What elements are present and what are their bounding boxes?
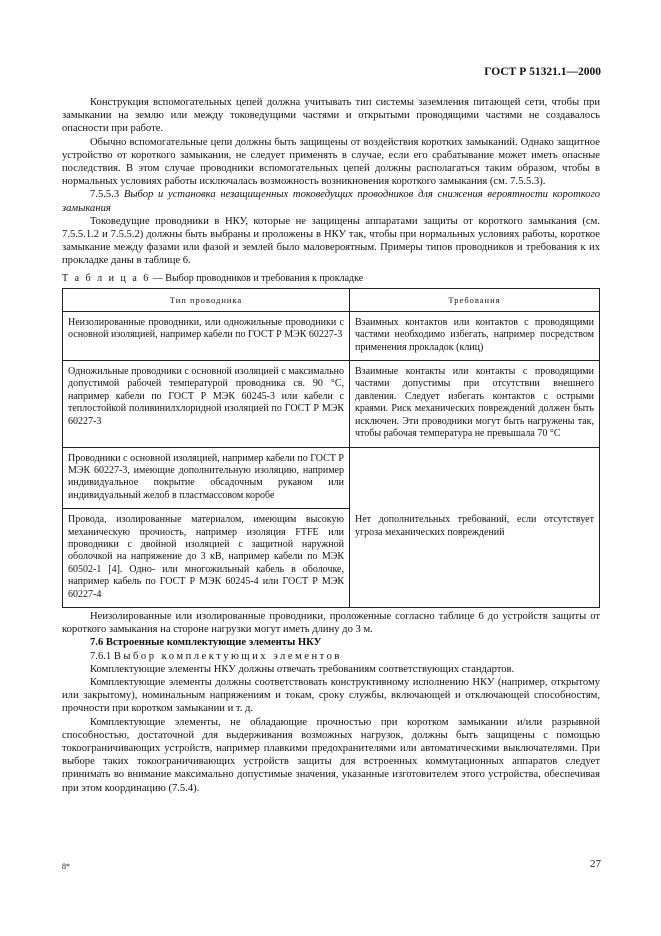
section-heading: 7.6 Встроенные комплектующие элементы НКУ bbox=[90, 637, 322, 649]
column-header-type: Тип проводника bbox=[63, 288, 350, 311]
paragraph: Комплектующие элементы должны соответствовать конструктивному исполнению НКУ (например, открытому или закрытому), номинальным напряжениям и токам, сроку службы, включающей и отключающей способностям, прочности при коротком замыкании и т. д. bbox=[62, 676, 600, 715]
conductor-table bbox=[62, 288, 600, 608]
page-number: 27 bbox=[590, 858, 601, 870]
clause-number: 7.5.5.3 bbox=[90, 189, 120, 201]
table-caption-text: — Выбор проводников и требования к прокладке bbox=[150, 272, 364, 284]
table-cell-requirement: Взаимных контактов или контактов с проводящими частями необходимо избегать, например посредством применения прокладок (клиц) bbox=[350, 311, 600, 360]
subsection-heading bbox=[62, 650, 600, 663]
table-cell-type: Проводники с основной изоляцией, например кабели по ГОСТ Р МЭК 60227-3, имеющие дополнительную изоляцию, например индивидуальное покрытие обсадочным рукавом или индивидуальный желоб в пластмассовом коробе bbox=[63, 447, 350, 509]
sheet-mark: 8* bbox=[62, 862, 70, 871]
table-caption bbox=[62, 272, 600, 285]
standard-designation: ГОСТ Р 51321.1—2000 bbox=[484, 66, 601, 78]
subsection-number: 7.6.1 bbox=[90, 650, 112, 662]
clause-7-5-5-3 bbox=[62, 188, 600, 214]
paragraph: Обычно вспомогательные цепи должны быть защищены от воздействия коротких замыканий. Однако защитное устройство от короткого замыкания, не следует применять в случае, если его срабатывание может иметь опасные последствия. В этом случае проводники вспомогательных цепей должны располагаться таким образом, чтобы в нормальных условиях работы исключалась возможность возникновения короткого замыкания (см. 7.5.5.3). bbox=[62, 136, 600, 188]
paragraph: Комплектующие элементы, не обладающие прочностью при коротком замыкании и/или разрывной способностью, достаточной для выдерживания возможных нагрузок, должны быть защищены с помощью токоограничивающих устройств, например плавкими предохранителями или автоматическими выключателями. При выборе таких токоограничивающих устройств защиты для встроенных коммутационных аппаратов следует принимать во внимание максимально допустимые значения, указанные изготовителем этого устройства, обеспечивая при этом координацию (7.5.4). bbox=[62, 716, 600, 794]
table-row bbox=[63, 311, 600, 360]
paragraph: Комплектующие элементы НКУ должны отвечать требованиям соответствующих стандартов. bbox=[90, 663, 515, 675]
table-cell-type: Провода, изолированные материалом, имеющим высокую механическую прочность, например изоляция FTFE или проводники с двойной изоляцией с защитной наружной оболочкой на напряжение до 3 кВ, например кабели по МЭК 60502-1 [4]. Одно- или многожильный кабель в оболочке, например кабель по ГОСТ Р МЭК 60245-4 или ГОСТ Р МЭК 60227-4 bbox=[63, 509, 350, 608]
subsection-title: Выбор комплектующих элементов bbox=[113, 650, 342, 662]
table-cell-type: Одножильные проводники с основной изоляцией с максимально допустимой рабочей температурой проводника св. 90 °С, например кабели по ГОСТ Р МЭК 60245-3 или кабели с теплостойкой поливинилхлоридной изоляцией по ГОСТ Р МЭК 60227-3 bbox=[63, 361, 350, 447]
clause-title: Выбор и установка незащищенных токоведущих проводников для снижения вероятности короткого замыкания bbox=[62, 189, 601, 214]
paragraph: Конструкция вспомогательных цепей должна учитывать тип системы заземления питающей сети, чтобы при замыкании на землю или между токоведущими частями и открытыми проводящими частями не создавалось опасности при работе. bbox=[62, 97, 600, 135]
table-row bbox=[63, 447, 600, 509]
table-header-row bbox=[63, 288, 600, 311]
table-cell-type: Неизолированные проводники, или одножильные проводники с основной изоляцией, например кабели по ГОСТ Р МЭК 60227-3 bbox=[63, 311, 350, 360]
page-content bbox=[62, 96, 600, 795]
paragraph: Токоведущие проводники в НКУ, которые не защищены аппаратами защиты от короткого замыкания (см. 7.5.5.1.2 и 7.5.5.2) должны быть выбраны и проложены в НКУ так, чтобы при нормальных условиях работы, короткое замыкание между фазами или фазой и землей было маловероятным. Примеры типов проводников и требования к их прокладке даны в таблице 6. bbox=[62, 215, 600, 267]
table-caption-label: Т а б л и ц а 6 bbox=[62, 272, 151, 284]
table-cell-requirement: Взаимные контакты или контакты с проводящими частями допустимы при отсутствии внешнего давления. Следует избегать контактов с острыми краями. Риск механических повреждений должен быть исключен. Эти проводники могут быть нагружены так, чтобы рабочая температура не превышала 70 °С bbox=[350, 361, 600, 447]
paragraph: Неизолированные или изолированные проводники, проложенные согласно таблице 6 до устройств защиты от короткого замыкания на стороне нагрузки могут иметь длину до 3 м. bbox=[62, 610, 600, 636]
table-row bbox=[63, 361, 600, 447]
table-cell-requirement: Нет дополнительных требований, если отсутствует угроза механических повреждений bbox=[350, 447, 600, 607]
column-header-requirements: Требования bbox=[350, 288, 600, 311]
